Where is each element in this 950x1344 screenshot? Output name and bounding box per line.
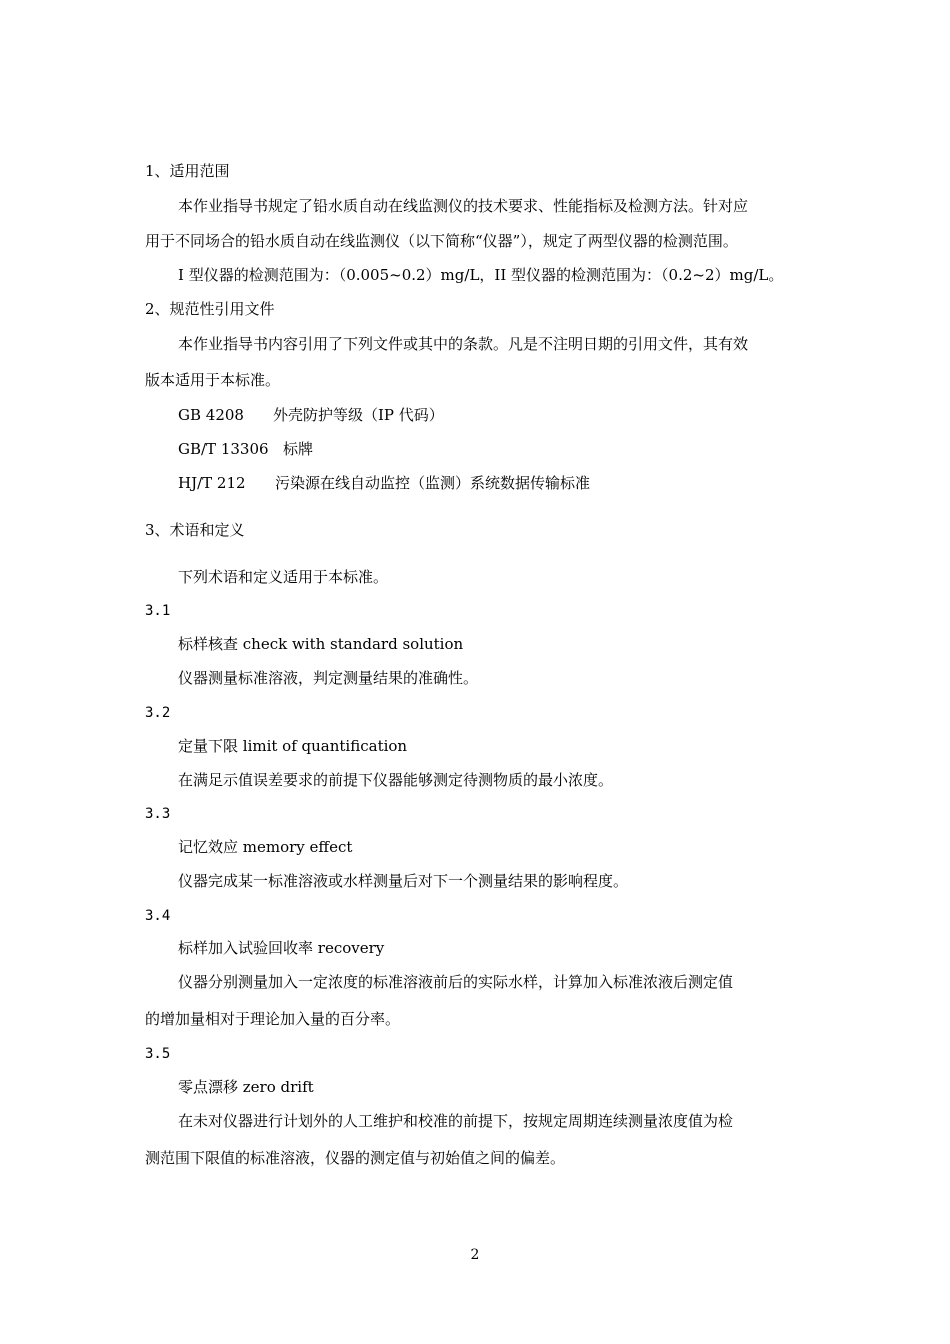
term-definition: 在未对仪器进行计划外的人工维护和校准的前提下，按规定周期连续测量浓度值为检 [178,1112,734,1130]
reference-item [178,404,444,426]
term-number: 3.4 [145,908,171,924]
term-title: 记忆效应 memory effect [178,838,353,856]
reference-title: 污染源在线自动监控（监测）系统数据传输标准 [275,474,591,492]
term-number: 3.1 [145,603,171,619]
reference-item [178,472,590,494]
section-1-paragraph-line-2: 用于不同场合的铅水质自动在线监测仪（以下简称“仪器”），规定了两型仪器的检测范围。 [145,232,738,250]
reference-code: GB/T 13306 [178,440,269,458]
reference-item [178,438,313,460]
reference-code: GB 4208 [178,406,244,424]
section-1-paragraph-line-1: 本作业指导书规定了铅水质自动在线监测仪的技术要求、性能指标及检测方法。针对应 [178,197,749,215]
term-definition: 在满足示值误差要求的前提下仪器能够测定待测物质的最小浓度。 [178,771,614,789]
term-number: 3.5 [145,1046,171,1062]
section-1-heading: 1、适用范围 [145,162,230,180]
section-3-heading: 3、术语和定义 [145,521,245,539]
term-title: 零点漂移 zero drift [178,1078,314,1096]
section-3-intro: 下列术语和定义适用于本标准。 [178,568,389,586]
reference-title: 外壳防护等级（IP 代码） [273,406,444,424]
term-definition: 仪器分别测量加入一定浓度的标准溶液前后的实际水样，计算加入标准浓液后测定值 [178,973,734,991]
term-definition: 仪器测量标准溶液，判定测量结果的准确性。 [178,669,479,687]
term-definition-continued: 测范围下限值的标准溶液，仪器的测定值与初始值之间的偏差。 [145,1149,566,1167]
reference-code: HJ/T 212 [178,474,246,492]
term-number: 3.3 [145,806,171,822]
term-title: 定量下限 limit of quantification [178,737,408,755]
section-1-range-paragraph: I 型仪器的检测范围为：（0.005~0.2）mg/L，II 型仪器的检测范围为：（0.2~2）mg/L。 [178,266,784,284]
term-title: 标样核查 check with standard solution [178,635,464,653]
page-number: 2 [470,1247,480,1263]
term-definition-continued: 的增加量相对于理论加入量的百分率。 [145,1010,401,1028]
section-2-heading: 2、规范性引用文件 [145,300,275,318]
section-2-paragraph-line-2: 版本适用于本标准。 [145,371,281,389]
term-definition: 仪器完成某一标准溶液或水样测量后对下一个测量结果的影响程度。 [178,872,629,890]
term-title: 标样加入试验回收率 recovery [178,939,385,957]
section-2-paragraph-line-1: 本作业指导书内容引用了下列文件或其中的条款。凡是不注明日期的引用文件，其有效 [178,335,749,353]
term-number: 3.2 [145,705,171,721]
reference-title: 标牌 [283,440,314,458]
